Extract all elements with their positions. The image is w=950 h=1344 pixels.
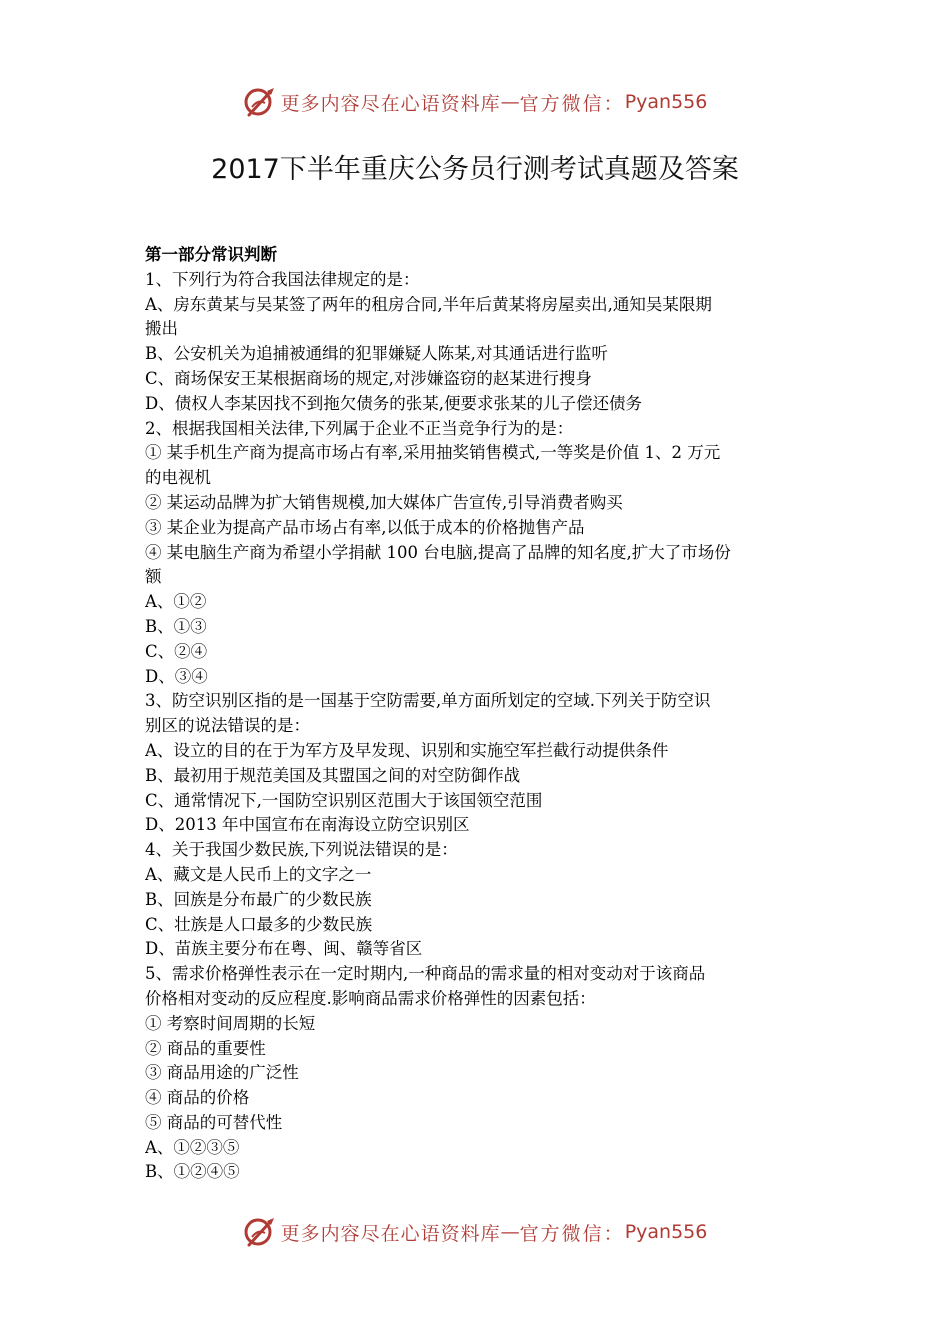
text-line: A、①② (145, 592, 207, 612)
text-line: ③ 商品用途的广泛性 (145, 1063, 299, 1083)
banner-wechat-id: Pyan556 (624, 91, 708, 113)
header-banner (0, 82, 950, 122)
banner-wechat-id: Pyan556 (624, 1221, 708, 1243)
text-line: A、①②③⑤ (145, 1137, 240, 1157)
text-line: A、房东黄某与吴某签了两年的租房合同,半年后黄某将房屋卖出,通知吴某限期 (145, 294, 712, 314)
text-line: B、回族是分布最广的少数民族 (145, 889, 372, 909)
text-line: 4、关于我国少数民族,下列说法错误的是： (145, 840, 458, 860)
text-line: B、①②④⑤ (145, 1162, 240, 1182)
section-heading: 第一部分常识判断 (145, 245, 277, 264)
text-line: 3、防空识别区指的是一国基于空防需要,单方面所划定的空域.下列关于防空识 (145, 691, 711, 711)
text-line: 额 (145, 567, 162, 587)
text-line: B、①③ (145, 616, 207, 636)
text-line: 1、下列行为符合我国法律规定的是： (145, 269, 420, 289)
text-line: B、最初用于规范美国及其盟国之间的对空防御作战 (145, 765, 521, 785)
banner-official-label: 官方微信： (519, 92, 625, 115)
text-line: ④ 某电脑生产商为希望小学捐献 100 台电脑,提高了品牌的知名度,扩大了市场份 (145, 542, 731, 562)
text-line: C、商场保安王某根据商场的规定,对涉嫌盗窃的赵某进行搜身 (145, 368, 592, 388)
text-line: D、2013 年中国宣布在南海设立防空识别区 (145, 815, 470, 835)
text-line: D、债权人李某因找不到拖欠债务的张某,便要求张某的儿子偿还债务 (145, 393, 642, 413)
banner-text: 更多内容尽在心语资料库 (280, 1222, 501, 1245)
text-line: 5、需求价格弹性表示在一定时期内,一种商品的需求量的相对变动对于该商品 (145, 964, 706, 984)
text-line: ① 考察时间周期的长短 (145, 1013, 316, 1033)
text-line: 2、根据我国相关法律,下列属于企业不正当竞争行为的是： (145, 418, 574, 438)
text-line: ② 商品的重要性 (145, 1038, 266, 1058)
banner-official-label: 官方微信： (519, 1222, 625, 1245)
text-line: C、通常情况下,一国防空识别区范围大于该国领空范围 (145, 790, 543, 810)
text-line: D、苗族主要分布在粤、闽、赣等省区 (145, 939, 423, 959)
text-line: 价格相对变动的反应程度.影响商品需求价格弹性的因素包括： (145, 988, 596, 1008)
text-line: ② 某运动品牌为扩大销售规模,加大媒体广告宣传,引导消费者购买 (145, 492, 623, 512)
text-line: 的电视机 (145, 468, 211, 488)
text-line: A、藏文是人民币上的文字之一 (145, 864, 372, 884)
page-title: 2017下半年重庆公务员行测考试真题及答案 (211, 154, 739, 185)
pen-logo-icon (243, 1215, 277, 1249)
banner-separator: — (500, 1221, 520, 1243)
text-line: A、设立的目的在于为军方及早发现、识别和实施空军拦截行动提供条件 (145, 740, 669, 760)
text-line: ① 某手机生产商为提高市场占有率,采用抽奖销售模式,一等奖是价值 1、2 万元 (145, 443, 721, 463)
text-line: 别区的说法错误的是： (145, 716, 310, 736)
banner-text: 更多内容尽在心语资料库 (280, 92, 501, 115)
text-line: 搬出 (145, 319, 178, 339)
text-line: ③ 某企业为提高产品市场占有率,以低于成本的价格抛售产品 (145, 517, 585, 537)
footer-banner (0, 1212, 950, 1252)
text-line: ④ 商品的价格 (145, 1088, 250, 1108)
document-body (145, 243, 810, 1185)
text-line: C、壮族是人口最多的少数民族 (145, 914, 373, 934)
pen-logo-icon (243, 85, 277, 119)
text-line: ⑤ 商品的可替代性 (145, 1112, 283, 1132)
text-line: C、②④ (145, 641, 208, 661)
text-line: D、③④ (145, 666, 208, 686)
text-line: B、公安机关为追捕被通缉的犯罪嫌疑人陈某,对其通话进行监听 (145, 344, 608, 364)
banner-separator: — (500, 91, 520, 113)
